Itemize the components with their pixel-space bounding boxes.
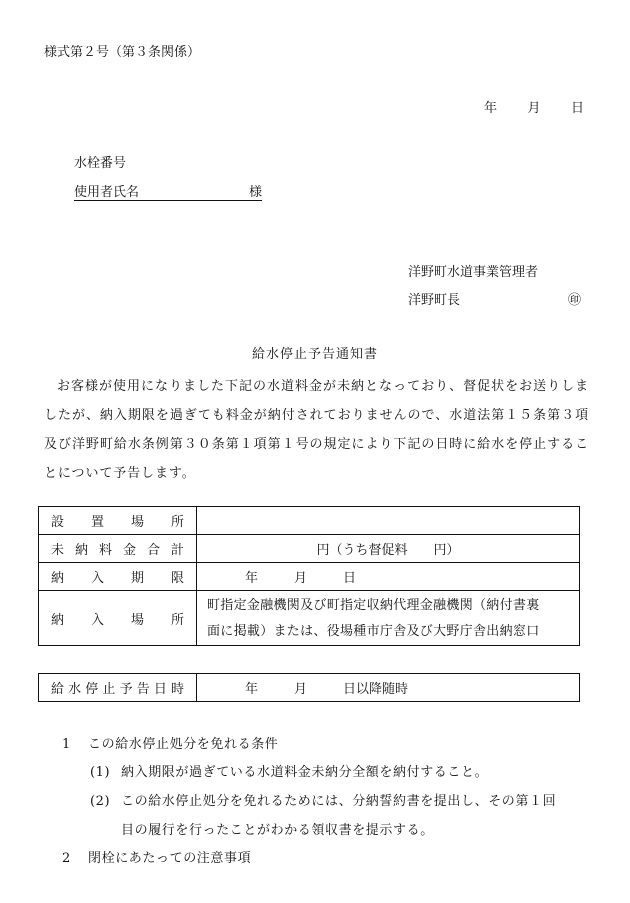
item-1-number: 1 [62, 737, 71, 752]
label-cell [39, 591, 197, 646]
label-cell [39, 535, 197, 563]
deadline-year: 年 [245, 571, 259, 586]
label-payment-place: 納 入 場 所 [51, 612, 184, 628]
hydrant-number-label: 水栓番号 [74, 156, 127, 171]
table-row [39, 535, 580, 563]
stop-rest: 日以降随時 [343, 682, 409, 697]
label-stop-datetime: 給 水 停 止 予 告 日 時 [51, 682, 184, 697]
honorific: 様 [248, 185, 262, 200]
sender-mayor: 洋野町長 [408, 293, 461, 308]
issue-date [484, 102, 584, 115]
date-year: 年 [484, 101, 498, 116]
deadline-month: 月 [294, 571, 308, 586]
label-installation-place: 設 置 場 所 [51, 515, 184, 530]
subitem-2-text-line-1: この給水停止処分を免れるためには、分納誓約書を提出し、その第１回 [121, 794, 557, 809]
item-1-text: この給水停止処分を免れる条件 [88, 737, 279, 752]
stop-month: 月 [294, 682, 308, 697]
sender-office: 洋野町水道事業管理者 [408, 265, 539, 280]
label-unpaid-total: 未 納 料 金 合 計 [51, 543, 184, 558]
value-payment-deadline [197, 563, 580, 591]
seal-mark: ㊞ [568, 293, 582, 308]
user-name-underline [74, 200, 262, 201]
deadline-day: 日 [343, 571, 357, 586]
payment-place-line-1: 町指定金融機関及び町指定収納代理金融機関（納付書裏 [207, 597, 540, 613]
label-cell [39, 674, 197, 702]
item-2-text: 閉栓にあたっての注意事項 [88, 851, 252, 866]
user-name-label: 使用者氏名 [74, 185, 140, 200]
label-payment-deadline: 納 入 期 限 [51, 571, 184, 586]
document-title: 給水停止予告通知書 [251, 347, 378, 362]
value-payment-place [197, 591, 580, 646]
table-row [39, 563, 580, 591]
date-day: 日 [570, 101, 584, 116]
label-cell [39, 507, 197, 535]
subitem-1-number: (1) [90, 765, 111, 780]
notice-body: お客様が使用になりました下記の水道料金が未納となっており、督促状をお送りしましたが、納入期限を過ぎても料金が納付されておりませんので、水道法第１５条第３項及び洋野町給水条例第３０条第１項第１号の規定により下記の日時に給水を停止することについて予告します。 [44, 379, 589, 481]
table-row [39, 591, 580, 646]
value-unpaid-total: 円（うち督促料 円） [197, 535, 580, 563]
date-month: 月 [527, 101, 541, 116]
value-installation-place [197, 507, 580, 535]
stop-date-table [38, 673, 580, 702]
subitem-2-text-line-2: 目の履行を行ったことがわかる領収書を提示する。 [121, 823, 434, 838]
form-number: 様式第２号（第３条関係） [44, 45, 201, 60]
subitem-2-number: (2) [90, 794, 111, 809]
value-stop-datetime [197, 674, 580, 702]
table-row [39, 674, 580, 702]
payment-place-line-2: 面に掲載）または、役場種市庁舎及び大野庁舎出納窓口 [207, 623, 540, 639]
subitem-1-text: 納入期限が過ぎている水道料金未納分全額を納付すること。 [121, 765, 489, 780]
user-name-line [74, 186, 262, 199]
stop-year: 年 [245, 682, 259, 697]
label-cell [39, 563, 197, 591]
item-2-number: 2 [62, 851, 71, 866]
notice-table [38, 506, 580, 646]
table-row [39, 507, 580, 535]
